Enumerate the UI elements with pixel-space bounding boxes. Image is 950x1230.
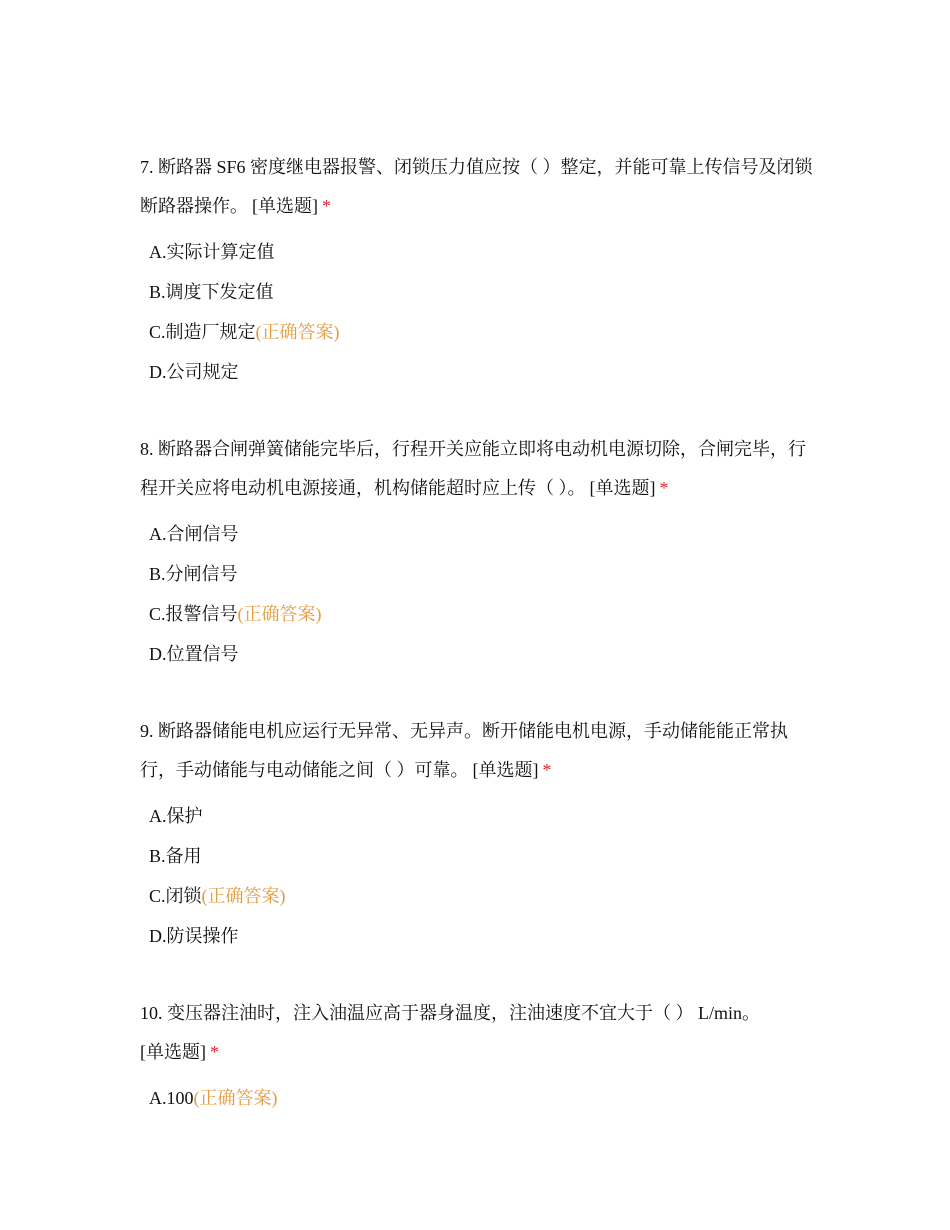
exam-page <box>140 148 820 1156</box>
correct-answer-tag: (正确答案) <box>201 886 286 906</box>
option-list <box>140 796 820 956</box>
question-type-tag: [单选题] <box>252 196 318 216</box>
option-label: B.分闸信号 <box>149 564 238 584</box>
option-label: C.制造厂规定 <box>149 322 256 342</box>
question-stem <box>140 148 820 226</box>
option-b[interactable] <box>140 554 820 594</box>
question-text: 7. 断路器 SF6 密度继电器报警、闭锁压力值应按（ ）整定，并能可靠上传信号及闭锁断路器操作。 <box>140 157 813 216</box>
option-label: A.100 <box>149 1088 194 1108</box>
option-label: A.实际计算定值 <box>149 242 275 262</box>
option-list <box>140 514 820 674</box>
question-stem <box>140 994 820 1072</box>
option-a[interactable] <box>140 232 820 272</box>
option-c[interactable] <box>140 876 820 916</box>
question-8 <box>140 430 820 674</box>
option-label: A.保护 <box>149 806 203 826</box>
question-text: 10. 变压器注油时，注入油温应高于器身温度，注油速度不宜大于（ ） L/min。 <box>140 1003 760 1023</box>
option-a[interactable] <box>140 796 820 836</box>
option-label: C.闭锁 <box>149 886 202 906</box>
option-label: B.调度下发定值 <box>149 282 274 302</box>
option-label: D.公司规定 <box>149 362 239 382</box>
option-c[interactable] <box>140 312 820 352</box>
option-label: A.合闸信号 <box>149 524 239 544</box>
option-label: B.备用 <box>149 846 202 866</box>
required-marker: * <box>659 478 669 498</box>
option-list <box>140 232 820 392</box>
question-text: 9. 断路器储能电机应运行无异常、无异声。断开储能电机电源，手动储能能正常执行，手动储能与电动储能之间（ ）可靠。 <box>140 721 788 780</box>
option-label: C.报警信号 <box>149 604 238 624</box>
option-label: D.防误操作 <box>149 926 239 946</box>
option-b[interactable] <box>140 272 820 312</box>
option-a[interactable] <box>140 1078 820 1118</box>
question-7 <box>140 148 820 392</box>
option-b[interactable] <box>140 836 820 876</box>
question-type-tag: [单选题] <box>589 478 656 498</box>
option-list <box>140 1078 820 1118</box>
option-d[interactable] <box>140 916 820 956</box>
question-type-tag: [单选题] <box>140 1042 206 1062</box>
question-type-tag: [单选题] <box>472 760 539 780</box>
question-9 <box>140 712 820 956</box>
option-label: D.位置信号 <box>149 644 239 664</box>
correct-answer-tag: (正确答案) <box>193 1088 278 1108</box>
option-c[interactable] <box>140 594 820 634</box>
option-a[interactable] <box>140 514 820 554</box>
required-marker: * <box>542 760 552 780</box>
question-10 <box>140 994 820 1118</box>
question-stem <box>140 712 820 790</box>
required-marker: * <box>322 196 331 216</box>
required-marker: * <box>210 1042 219 1062</box>
question-text: 8. 断路器合闸弹簧储能完毕后，行程开关应能立即将电动机电源切除，合闸完毕，行程开关应将电动机电源接通，机构储能超时应上传（ ）。 <box>140 439 806 498</box>
correct-answer-tag: (正确答案) <box>255 322 340 342</box>
option-d[interactable] <box>140 634 820 674</box>
option-d[interactable] <box>140 352 820 392</box>
correct-answer-tag: (正确答案) <box>237 604 322 624</box>
question-stem <box>140 430 820 508</box>
